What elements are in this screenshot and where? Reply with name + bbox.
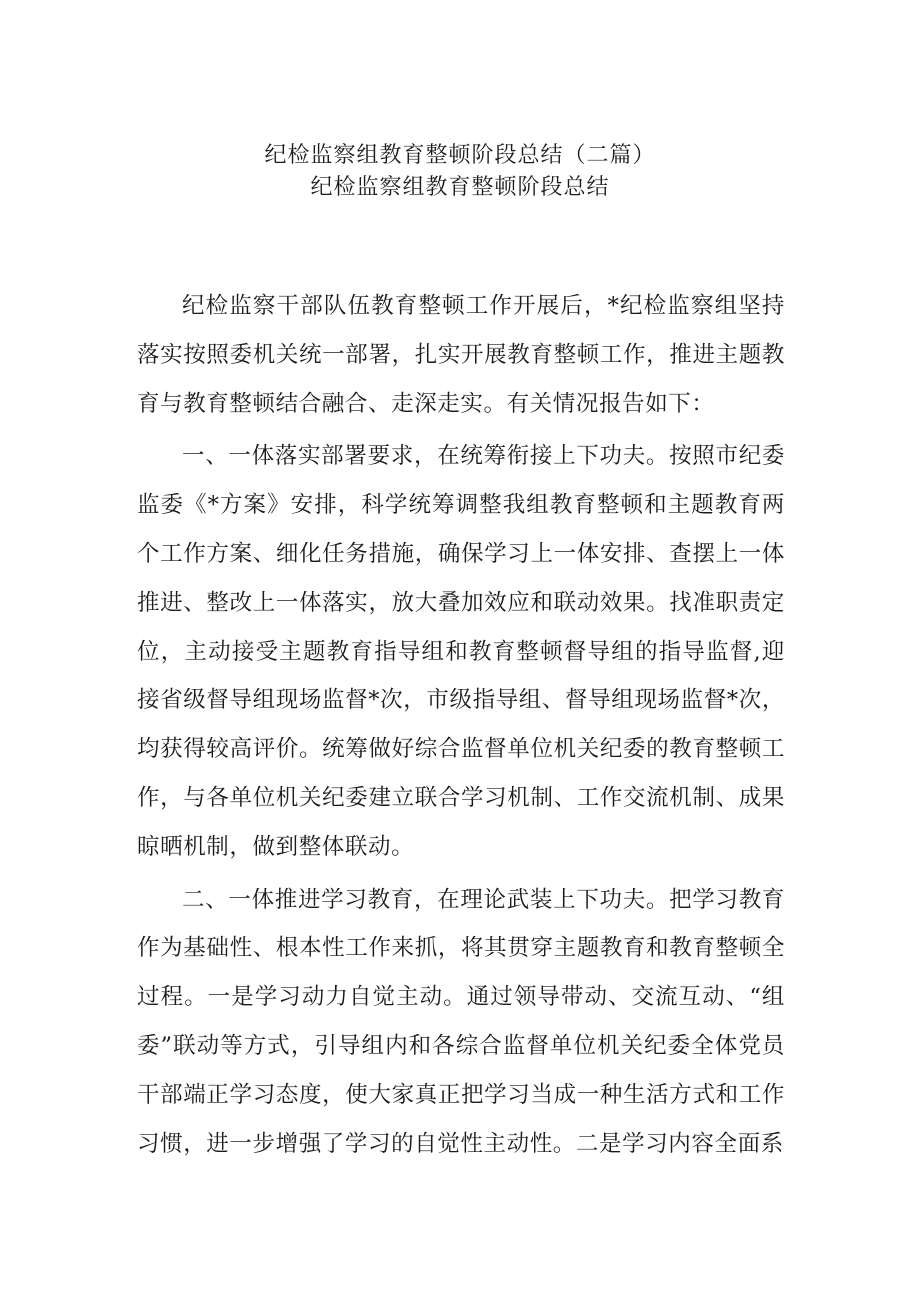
document-subtitle: 纪检监察组教育整顿阶段总结: [310, 175, 610, 200]
document-body: [137, 282, 785, 1168]
document-title: 纪检监察组教育整顿阶段总结（二篇）: [264, 143, 656, 168]
paragraph-section-one: 一、一体落实部署要求，在统筹衔接上下功夫。按照市纪委监委《*方案》安排，科学统筹调整我组教育整顿和主题教育两个工作方案、细化任务措施，确保学习上一体安排、查摆上一体推进、整改上一体落实，放大叠加效应和联动效果。找准职责定位，主动接受主题教育指导组和教育整顿督导组的指导监督,迎接省级督导组现场监督*次，市级指导组、督导组现场监督*次，均获得较高评价。统筹做好综合监督单位机关纪委的教育整顿工作，与各单位机关纪委建立联合学习机制、工作交流机制、成果晾晒机制，做到整体联动。: [137, 443, 785, 860]
title-block: [0, 140, 920, 204]
paragraph-section-two: 二、一体推进学习教育，在理论武装上下功夫。把学习教育作为基础性、根本性工作来抓，将其贯穿主题教育和教育整顿全过程。一是学习动力自觉主动。通过领导带动、交流互动、“组委”联动等方式，引导组内和各综合监督单位机关纪委全体党员干部端正学习态度，使大家真正把学习当成一种生活方式和工作习惯，进一步增强了学习的自觉性主动性。二是学习内容全面系: [137, 886, 785, 1157]
paragraph-intro: 纪检监察干部队伍教育整顿工作开展后，*纪检监察组坚持落实按照委机关统一部署，扎实开展教育整顿工作，推进主题教育与教育整顿结合融合、走深走实。有关情况报告如下：: [137, 293, 785, 417]
